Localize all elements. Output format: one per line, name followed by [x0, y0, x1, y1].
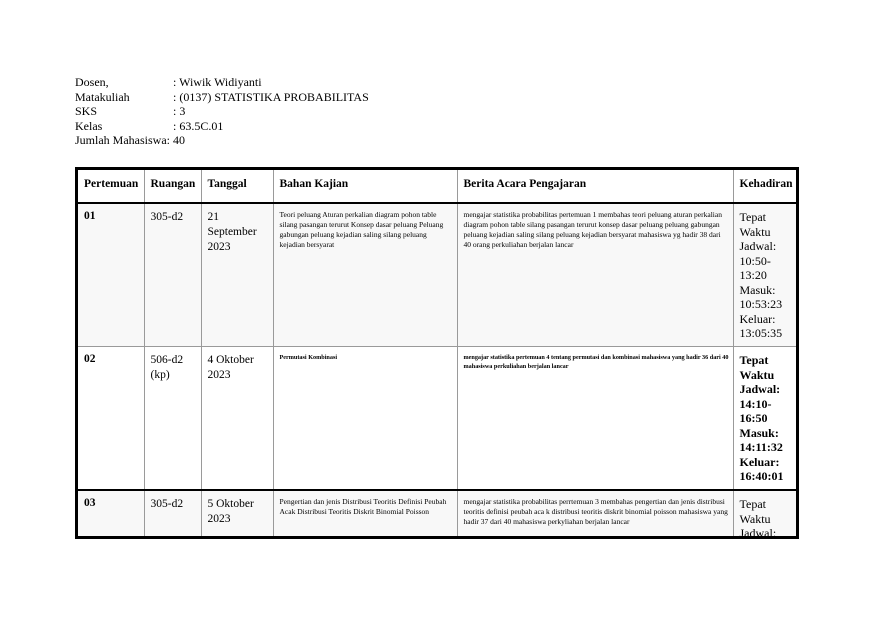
attendance-table: [78, 170, 799, 539]
dosen-label: Dosen,: [75, 75, 109, 89]
table-row: [78, 490, 799, 539]
header-kehadiran: Kehadiran: [733, 170, 799, 203]
sks-value: : 3: [173, 104, 186, 118]
matakuliah-value: : (0137) STATISTIKA PROBABILITAS: [173, 89, 369, 104]
kelas-label: Kelas: [75, 118, 103, 133]
cell-ruangan: 506-d2 (kp): [144, 347, 201, 491]
kehadiran-line: Waktu: [739, 224, 771, 239]
kehadiran-line: Jadwal:: [739, 239, 777, 253]
table-row: [78, 347, 799, 491]
kehadiran-line: Tepat: [739, 353, 769, 367]
info-row-dosen: [75, 75, 369, 90]
cell-kehadiran: [733, 490, 799, 539]
kehadiran-line: Waktu: [739, 367, 775, 382]
cell-bahan-kajian: Teori peluang Aturan perkalian diagram pohon table silang pasangan terurut Konsep dasar peluang Peluang gabungan peluang kejadian saling silang peluang kejadian bersyarat: [273, 203, 457, 347]
kehadiran-line: 13:05:35: [739, 326, 783, 340]
cell-pertemuan: 02: [78, 347, 144, 491]
kehadiran-line: Jadwal:: [739, 382, 781, 396]
cell-berita-acara: mengajar statistika probabilitas pertemuan 1 membahas teori peluang aturan perkalian diagram pohon table silang pasangan terurut konsep dasar peluang peluang gabungan peluang kejadian saling silang peluang kejadian bersyarat mahasiswa yg hadir 38 dari 40 orang perkuliahan berjalan lancar: [457, 203, 733, 347]
sks-label: SKS: [75, 104, 98, 118]
header-tanggal: Tanggal: [201, 170, 273, 203]
cell-tanggal: 5 Oktober 2023: [201, 490, 273, 539]
kehadiran-line: 16:40:01: [739, 469, 784, 483]
cell-berita-acara: mengajar statistika pertemuan 4 tentang permutasi dan kombinasi mahasiswa yang hadir 36 dari 40 mahasiswa perkuliahan berjalan lancar: [457, 347, 733, 491]
kehadiran-line: 14:11:32: [739, 440, 783, 454]
header-ruangan: Ruangan: [144, 170, 201, 203]
jumlah-value: : 40: [166, 133, 185, 147]
kehadiran-line: 13:20: [739, 268, 767, 282]
header-bahan-kajian: Bahan Kajian: [273, 170, 457, 203]
header-pertemuan: Pertemuan: [78, 170, 144, 203]
info-row-kelas: [75, 119, 369, 134]
cell-ruangan: 305-d2: [144, 490, 201, 539]
info-row-jumlah: [75, 133, 369, 148]
kehadiran-line: 10:53:23: [739, 297, 783, 311]
kehadiran-line: Jadwal:: [739, 526, 777, 539]
kehadiran-line: Keluar:: [739, 454, 780, 469]
cell-bahan-kajian: Pengertian dan jenis Distribusi Teoritis Definisi Peubah Acak Distribusi Teoritis Diskrit Binomial Poisson: [273, 490, 457, 539]
kehadiran-line: Masuk:: [739, 425, 779, 440]
header-berita-acara: Berita Acara Pengajaran: [457, 170, 733, 203]
kehadiran-line: 14:10-: [739, 396, 772, 411]
kehadiran-line: Waktu: [739, 511, 771, 526]
kehadiran-line: 16:50: [739, 411, 768, 425]
cell-pertemuan: 01: [78, 203, 144, 347]
cell-bahan-kajian: Permutasi Kombinasi: [273, 347, 457, 491]
matakuliah-label: Matakuliah: [75, 89, 130, 104]
kehadiran-line: 10:50-: [739, 253, 771, 268]
table-header-row: [78, 170, 799, 203]
kelas-value: : 63.5C.01: [173, 118, 224, 133]
jumlah-label: Jumlah Mahasiswa: [75, 133, 167, 147]
dosen-value: : Wiwik Widiyanti: [173, 75, 262, 89]
cell-ruangan: 305-d2: [144, 203, 201, 347]
kehadiran-line: Keluar:: [739, 311, 776, 326]
cell-pertemuan: 03: [78, 490, 144, 539]
kehadiran-line: Tepat: [739, 497, 766, 511]
table-row: [78, 203, 799, 347]
kehadiran-line: Tepat: [739, 210, 766, 224]
cell-kehadiran: [733, 347, 799, 491]
info-row-matakuliah: [75, 90, 369, 105]
cell-tanggal: 21 September 2023: [201, 203, 273, 347]
cell-kehadiran: [733, 203, 799, 347]
info-row-sks: [75, 104, 369, 119]
course-info: [75, 75, 369, 148]
cell-tanggal: 4 Oktober 2023: [201, 347, 273, 491]
cell-berita-acara: mengajar statistika probabilitas perrtemuan 3 membahas pengertian dan jenis distribusi teoritis definisi peubah aca k distribusi teoritis diskrit binomial poisson mahasiswa yang hadir 37 dari 40 mahasiswa perkyliahan berjalan lancar: [457, 490, 733, 539]
attendance-table-frame: [75, 167, 799, 539]
kehadiran-line: Masuk:: [739, 282, 776, 297]
